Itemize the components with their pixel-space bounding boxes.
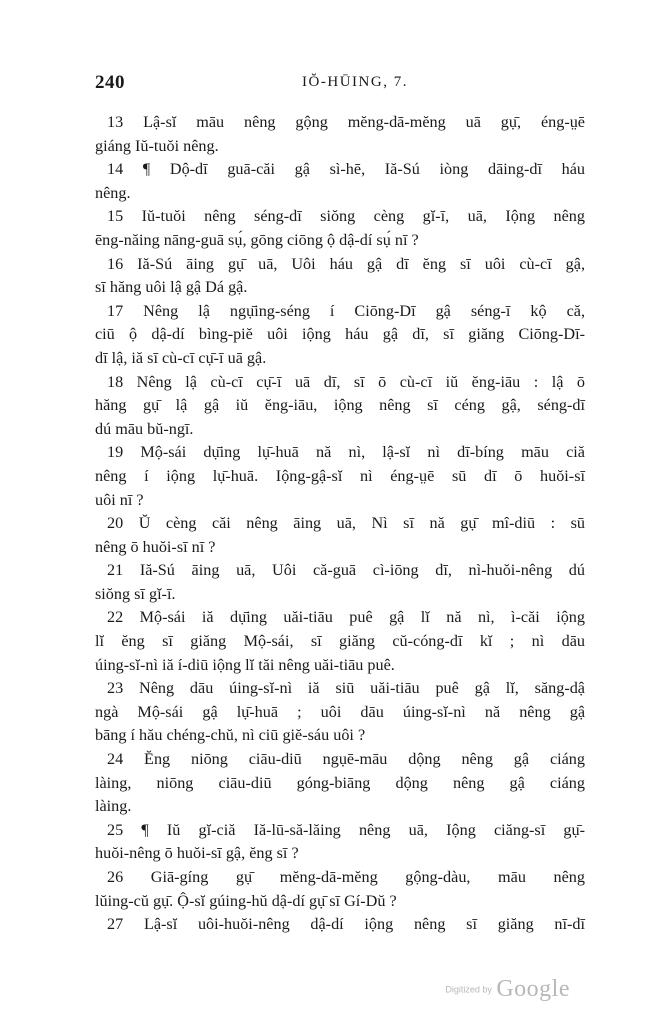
- text-line: nêng.: [95, 183, 131, 202]
- text-line: 24 Ĕng niōng ciāu-diū ngụē-māu dộng nêng gậ ciáng: [107, 750, 585, 769]
- page-header: [95, 72, 585, 96]
- page-number: 240: [95, 72, 125, 93]
- digitized-watermark: [445, 976, 570, 1003]
- text-line: giáng Iŭ-tuŏi nêng.: [95, 136, 219, 155]
- running-title: IŎ-HŪING, 7.: [302, 74, 408, 90]
- body-text: [95, 111, 585, 937]
- text-line: 20 Ŭ cèng căi nêng āing uā, Nì sī nă gụ̄ mî-diū : sū: [107, 514, 585, 533]
- text-line: làing, niōng ciāu-diū góng-biāng dộng nêng gậ ciáng: [95, 773, 585, 792]
- text-line: 21 Iă-Sú āing uā, Uôi că-guā cì-iōng dī, nì-huŏi-nêng dú: [107, 561, 585, 580]
- text-line: huŏi-nêng ō huŏi-sī gậ, ĕng sī ?: [95, 844, 299, 863]
- text-line: 14 ¶ Dộ-dī guā-căi gậ sì-hē, Iă-Sú iòng dāing-dī háu: [107, 160, 585, 179]
- text-line: ngà Mộ-sái gậ lụ̄-huā ; uôi dāu úing-sĭ-nì nă nêng gậ: [95, 702, 585, 721]
- text-line: 19 Mộ-sái dụ̄ing lụ̄-huā nă nì, lậ-sĭ nì dī-bíng māu ciă: [107, 443, 585, 462]
- text-line: hăng gụ̄ lậ gậ iŭ ĕng-iāu, iộng nêng sī céng gậ, séng-dī: [95, 396, 585, 415]
- text-line: siŏng sī gĭ-ī.: [95, 584, 176, 603]
- text-line: 22 Mộ-sái iă dụ̄ing uăi-tiāu puê gậ lĭ nă nì, ì-căi iộng: [107, 608, 585, 627]
- text-line: làing.: [95, 797, 132, 816]
- watermark-prefix: Digitized by: [445, 984, 492, 995]
- text-line: 23 Nêng dāu úing-sĭ-nì iă siū uăi-tiāu puê gậ lĭ, săng-dậ: [107, 679, 585, 698]
- google-logo: Google: [496, 976, 570, 1002]
- text-line: 16 Iă-Sú āing gụ̄ uā, Uôi háu gậ dī ĕng sī uôi cù-cī gậ,: [107, 254, 585, 273]
- text-line: dī lậ, iă sī cù-cī cụ̄-ī uā gậ.: [95, 348, 267, 367]
- text-line: lŭing-cŭ gụ̄. Ộ-sĭ gúing-hŭ dậ-dí gụ̄ sī Gí-Dŭ ?: [95, 891, 397, 910]
- text-line: nêng ō huŏi-sī nī ?: [95, 537, 216, 556]
- text-line: 26 Giā-gíng gụ̄ mĕng-dā-mĕng gộng-dàu, māu nêng: [107, 868, 585, 886]
- text-line: ēng-năing nāng-guā sụ́, gōng ciōng ộ dậ-dí sụ́ nī ?: [95, 230, 419, 249]
- text-line: ciū ộ dậ-dí bìng-piĕ uôi iộng háu gậ dī, sī giăng Ciōng-Dī-: [95, 325, 585, 344]
- text-line: 13 Lậ-sĭ māu nêng gộng mĕng-dā-mĕng uā gụ̄, éng-ṳē: [107, 113, 585, 131]
- text-line: úing-sĭ-nì iă í-diū iộng lĭ tăi nêng uăi-tiāu puê.: [95, 655, 395, 674]
- text-line: lĭ ĕng sī giăng Mộ-sái, sī giăng cŭ-cóng-dī kĭ ; nì dāu: [95, 632, 585, 651]
- text-line: bāng í hău chéng-chŭ, nì ciū giĕ-sáu uôi ?: [95, 726, 366, 745]
- text-line: uôi nī ?: [95, 490, 144, 509]
- text-line: dú māu bŭ-ngī.: [95, 419, 194, 438]
- text-line: sī hăng uôi lậ gậ Dá gậ.: [95, 278, 248, 297]
- text-line: 17 Nêng lậ ngụ̄ing-séng í Ciōng-Dī gậ séng-ī kộ că,: [107, 301, 585, 320]
- text-line: 18 Nêng lậ cù-cī cụ̄-ī uā dī, sī ō cù-cī iŭ ĕng-iāu : lậ ō: [107, 372, 585, 391]
- text-line: nêng í iộng lụ̄-huā. Iộng-gậ-sĭ nì éng-ṳē sū dī ō huŏi-sī: [95, 466, 585, 485]
- text-line: 15 Iŭ-tuŏi nêng séng-dī siŏng cèng gĭ-ī, uā, Iộng nêng: [107, 207, 585, 226]
- text-line: 25 ¶ Iŭ gĭ-ciă Iă-lū-să-lăing nêng uā, Iộng ciăng-sī gụ̄-: [107, 820, 585, 839]
- text-line: 27 Lậ-sĭ uôi-huŏi-nêng dậ-dí iộng nêng sī giăng nī-dī: [107, 915, 585, 934]
